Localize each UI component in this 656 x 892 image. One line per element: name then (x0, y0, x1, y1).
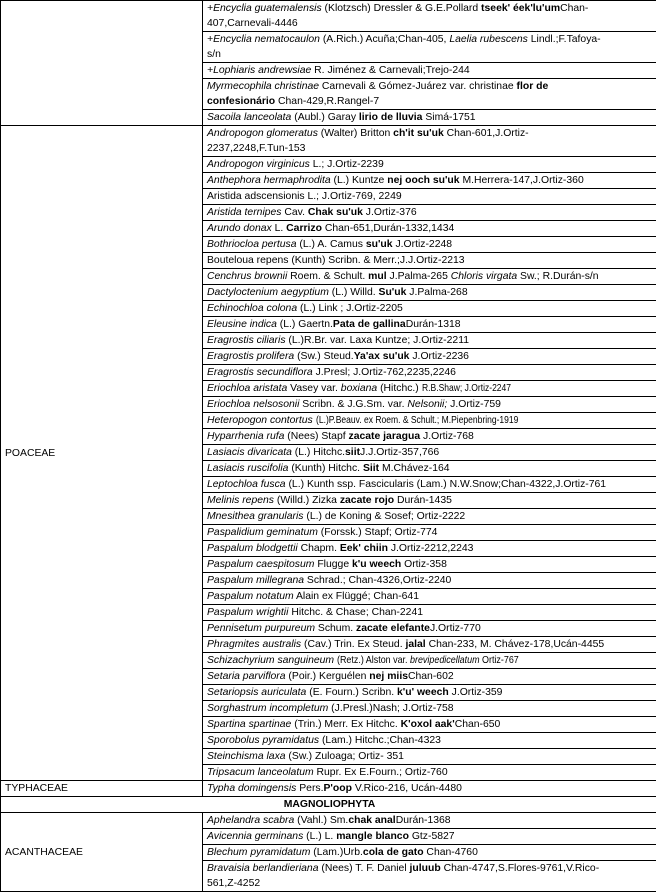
species-cell: Lasiacis ruscifolia (Kunth) Hitchc. Siit M.Chávez-164 (203, 461, 656, 477)
species-cell: Spartina spartinae (Trin.) Merr. Ex Hitchc. K'oxol aak'Chan-650 (203, 717, 656, 733)
species-cell: Andropogon glomeratus (Walter) Britton ch'it su'uk Chan-601,J.Ortiz- 2237,2248,F.Tun-153 (203, 126, 656, 157)
species-cell: Sorghastrum incompletum (J.Presl.)Nash; J.Ortiz-758 (203, 701, 656, 717)
species-cell: Cenchrus brownii Roem. & Schult. mul J.Palma-265 Chloris virgata Sw.; R.Durán-s/n (203, 269, 656, 285)
species-cell: Bouteloua repens (Kunth) Scribn. & Merr.;J.J.Ortiz-2213 (203, 253, 656, 269)
species-cell: Echinochloa colona (L.) Link ; J.Ortiz-2205 (203, 301, 656, 317)
species-cell: Eragrostis ciliaris (L.)R.Br. var. Laxa Kuntze; J.Ortiz-2211 (203, 333, 656, 349)
species-cell: Mnesithea granularis (L.) de Koning & Sosef; Ortiz-2222 (203, 509, 656, 525)
table-row (1, 813, 656, 829)
species-cell: Arundo donax L. Carrizo Chan-651,Durán-1332,1434 (203, 221, 656, 237)
table-row (1, 781, 656, 797)
species-cell: Myrmecophila christinae Carnevali & Gómez-Juárez var. christinae flor de confesionário Chan-429,R.Rangel-7 (203, 79, 656, 110)
species-cell: Eriochloa aristata Vasey var. boxiana (Hitchc.) R.B.Shaw; J.Ortiz-2247 (203, 381, 656, 397)
species-cell: Anthephora hermaphrodita (L.) Kuntze nej ooch su'uk M.Herrera-147,J.Ortiz-360 (203, 173, 656, 189)
species-cell: Blechum pyramidatum (Lam.)Urb.cola de gato Chan-4760 (203, 845, 656, 861)
species-cell: Tripsacum lanceolatum Rupr. Ex E.Fourn.; Ortiz-760 (203, 765, 656, 781)
species-cell: Andropogon virginicus L.; J.Ortiz-2239 (203, 157, 656, 173)
species-cell: Paspalum caespitosum Flugge k'u weech Ortiz-358 (203, 557, 656, 573)
species-cell: Melinis repens (Willd.) Zizka zacate rojo Durán-1435 (203, 493, 656, 509)
species-cell: +Lophiaris andrewsiae R. Jiménez & Carnevali;Trejo-244 (203, 63, 656, 79)
species-cell: Heteropogon contortus (L.)P.Beauv. ex Roem. & Schult.; M.Piepenbring-1919 (203, 413, 656, 429)
species-cell: Eleusine indica (L.) Gaertn.Pata de gallinaDurán-1318 (203, 317, 656, 333)
species-cell: Paspalum blodgettii Chapm. Eek' chiin J.Ortiz-2212,2243 (203, 541, 656, 557)
table-row (1, 1, 656, 32)
species-cell: Bravaisia berlandieriana (Nees) T. F. Daniel juluub Chan-4747,S.Flores-9761,V.Rico- 561,Z-4252 (203, 861, 656, 892)
species-cell: +Encyclia guatemalensis (Klotzsch) Dressler & G.E.Pollard tseek' éek'lu'umChan- 407,Carnevali-4446 (203, 1, 656, 32)
species-cell: Hyparrhenia rufa (Nees) Stapf zacate jaragua J.Ortiz-768 (203, 429, 656, 445)
species-cell: Setariopsis auriculata (E. Fourn.) Scribn. k'u' weech J.Ortiz-359 (203, 685, 656, 701)
table-row (1, 797, 656, 813)
species-cell: Phragmites australis (Cav.) Trin. Ex Steud. jalal Chan-233, M. Chávez-178,Ucán-4455 (203, 637, 656, 653)
species-cell: Steinchisma laxa (Sw.) Zuloaga; Ortiz- 351 (203, 749, 656, 765)
species-cell: Bothriocloa pertusa (L.) A. Camus su'uk J.Ortiz-2248 (203, 237, 656, 253)
species-cell: Lasiacis divaricata (L.) Hitchc.siitJ.J.Ortiz-357,766 (203, 445, 656, 461)
species-cell: Paspalum wrightii Hitchc. & Chase; Chan-2241 (203, 605, 656, 621)
species-cell: Eriochloa nelsosonii Scribn. & J.G.Sm. var. Nelsonii; J.Ortiz-759 (203, 397, 656, 413)
species-cell: Leptochloa fusca (L.) Kunth ssp. Fascicularis (Lam.) N.W.Snow;Chan-4322,J.Ortiz-761 (203, 477, 656, 493)
family-cell-empty (1, 1, 203, 126)
species-cell: Paspalum millegrana Schrad.; Chan-4326,Ortiz-2240 (203, 573, 656, 589)
species-cell: Aristida adscensionis L.; J.Ortiz-769, 2249 (203, 189, 656, 205)
species-cell: Sporobolus pyramidatus (Lam.) Hitchc.;Chan-4323 (203, 733, 656, 749)
species-cell: Dactyloctenium aegyptium (L.) Willd. Su'uk J.Palma-268 (203, 285, 656, 301)
family-cell-acanthaceae: ACANTHACEAE (1, 813, 203, 892)
species-cell: Paspalidium geminatum (Forssk.) Stapf; Ortiz-774 (203, 525, 656, 541)
division-header: MAGNOLIOPHYTA (1, 797, 656, 813)
species-cell: Setaria parviflora (Poir.) Kerguélen nej miisChan-602 (203, 669, 656, 685)
species-cell: Eragrostis prolifera (Sw.) Steud.Ya'ax su'uk J.Ortiz-2236 (203, 349, 656, 365)
species-cell: Avicennia germinans (L.) L. mangle blanco Gtz-5827 (203, 829, 656, 845)
species-cell: Eragrostis secundiflora J.Presl; J.Ortiz-762,2235,2246 (203, 365, 656, 381)
species-cell: Pennisetum purpureum Schum. zacate elefanteJ.Ortiz-770 (203, 621, 656, 637)
species-cell: Typha domingensis Pers.P'oop V.Rico-216, Ucán-4480 (203, 781, 656, 797)
species-cell: Sacoila lanceolata (Aubl.) Garay lirio de lluvia Simá-1751 (203, 110, 656, 126)
species-cell: +Encyclia nematocaulon (A.Rich.) Acuña;Chan-405, Laelia rubescens Lindl.;F.Tafoya- s/n (203, 32, 656, 63)
table-row (1, 126, 656, 157)
family-cell-typhaceae: TYPHACEAE (1, 781, 203, 797)
species-cell: Aphelandra scabra (Vahl.) Sm.chak analDurán-1368 (203, 813, 656, 829)
species-cell: Paspalum notatum Alain ex Flüggé; Chan-641 (203, 589, 656, 605)
family-cell-poaceae: POACEAE (1, 126, 203, 781)
species-cell: Schizachyrium sanguineum (Retz.) Alston var. brevipedicellatum Ortiz-767 (203, 653, 656, 669)
species-cell: Aristida ternipes Cav. Chak su'uk J.Ortiz-376 (203, 205, 656, 221)
